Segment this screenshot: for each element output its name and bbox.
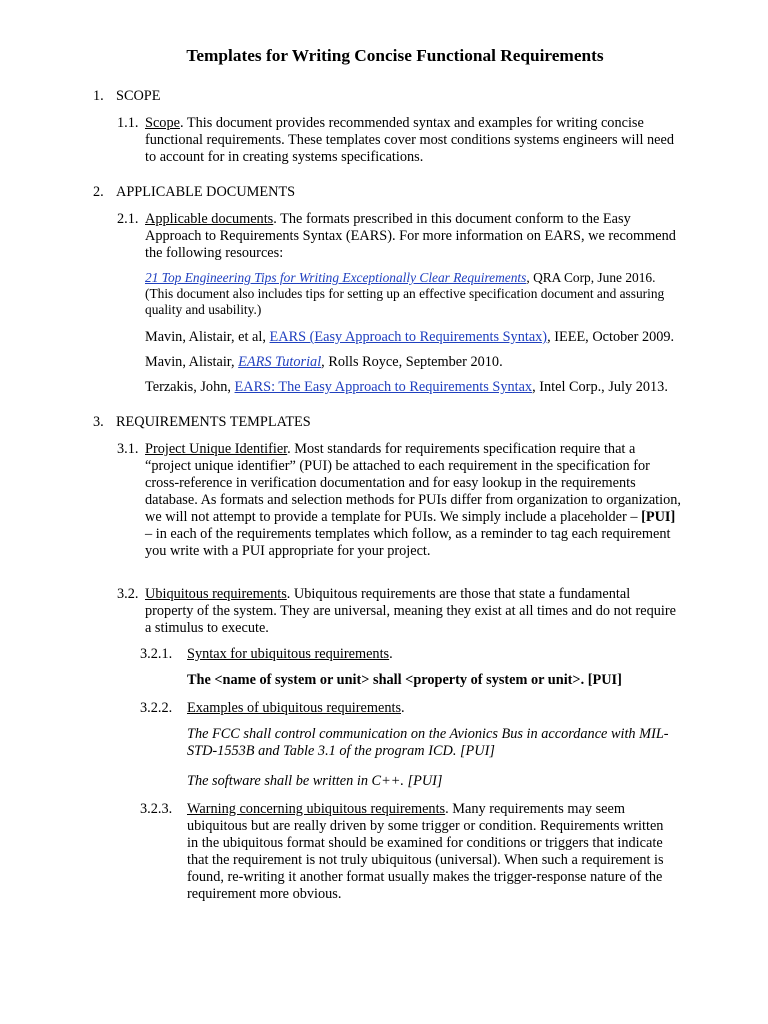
section-3-2-label: Ubiquitous requirements [145,586,287,602]
section-3-1-paragraph [145,441,682,560]
reference-2-link[interactable]: EARS (Easy Approach to Requirements Syntax) [269,329,548,345]
section-3-2-2-paragraph [187,700,685,717]
example-1: The FCC shall control communication on the Avionics Bus in accordance with MIL-STD-1553B and Table 3.1 of the program ICD. [PUI] [187,726,669,759]
section-3-2-1-label: Syntax for ubiquitous requirements [187,646,390,662]
section-2-1-number: 2.1. [117,211,139,227]
section-3-2-1-number: 3.2.1. [140,646,173,662]
section-3-2-paragraph [145,586,682,637]
reference-4-source: , Intel Corp., July 2013. [532,379,668,395]
section-1-heading: SCOPE [116,88,161,104]
section-1-1-label: Scope [145,115,180,131]
reference-4-paragraph [145,379,705,396]
example-2: The software shall be written in C++. [PUI] [187,773,443,789]
reference-3 [145,354,705,371]
section-2-1-paragraph [145,211,677,262]
section-3-1-label: Project Unique Identifier [145,441,288,457]
section-3-heading: REQUIREMENTS TEMPLATES [116,414,311,430]
reference-2 [145,329,705,346]
section-1-number: 1. [93,88,104,104]
section-2-1 [117,211,677,262]
reference-1-paragraph [145,270,665,318]
syntax-template: The <name of system or unit> shall <property of system or unit>. [PUI] [187,672,622,688]
reference-2-authors: Mavin, Alistair, et al, [145,329,270,345]
section-3-2-1 [140,646,685,663]
section-3-2-2-label: Examples of ubiquitous requirements [187,700,402,716]
section-1-1 [117,115,687,166]
section-3-2-3-paragraph [187,801,675,903]
reference-1-text: , QRA Corp, June 2016. (This document also includes tips for setting up an effective specification document and assuring quality and usability.) [145,270,665,317]
section-1-1-number: 1.1. [117,115,139,131]
section-3-1-text-a: . Most standards for requirements specification require that a “project unique identifier” (PUI) be attached to each requirement in the specification for cross-reference in verification documentation and for easy lookup in the requirements database. As formats and selection methods for PUIs differ from organization to organization, we will not attempt to provide a template for PUIs. We simply include a placeholder – [145,441,682,525]
section-1-1-paragraph [145,115,687,166]
section-3-2 [117,586,682,637]
page-title: Templates for Writing Concise Functional Requirements [186,46,604,65]
section-3-2-2-text: . [401,700,405,716]
section-2-heading: APPLICABLE DOCUMENTS [116,184,296,200]
section-2-1-label: Applicable documents [145,211,274,227]
section-1-1-text: . This document provides recommended syntax and examples for writing concise functional requirements. These templates cover most conditions systems engineers will need to account for in creating systems specifications. [145,115,674,165]
reference-2-source: , IEEE, October 2009. [547,329,675,345]
reference-2-paragraph [145,329,705,346]
reference-4-link[interactable]: EARS: The Easy Approach to Requirements Syntax [234,379,533,395]
section-3-2-1-text: . [389,646,393,662]
section-3-2-3-label: Warning concerning ubiquitous requirements [187,801,446,817]
section-3-2-2 [140,700,685,717]
section-3-2-2-number: 3.2.2. [140,700,173,716]
reference-3-link[interactable]: EARS Tutorial [238,354,322,370]
section-3-1 [117,441,682,560]
section-3-2-number: 3.2. [117,586,139,602]
pui-placeholder: [PUI] [641,509,676,525]
section-3-1-text-b: – in each of the requirements templates which follow, as a reminder to tag each requirement you write with a PUI appropriate for your project. [145,526,671,559]
reference-3-source: , Rolls Royce, September 2010. [321,354,503,370]
reference-3-authors: Mavin, Alistair, [145,354,239,370]
section-3-2-3 [140,801,675,903]
section-3-2-text: . Ubiquitous requirements are those that state a fundamental property of the system. They are universal, meaning they exist at all times and do not require a stimulus to execute. [145,586,676,636]
section-3-2-3-number: 3.2.3. [140,801,173,817]
section-3-2-3-text: . Many requirements may seem ubiquitous but are really driven by some trigger or condition. Requirements written in the ubiquitous format should be examined for conditions or triggers that indicate that the requirement is not truly ubiquitous (universal). When such a requirement is found, re-writing it another format usually makes the trigger-response nature of the requirement more obvious. [187,801,664,902]
reference-1-link[interactable]: 21 Top Engineering Tips for Writing Exceptionally Clear Requirements [145,270,527,285]
reference-4-authors: Terzakis, John, [145,379,235,395]
reference-4 [145,379,705,396]
section-2-1-text: . The formats prescribed in this document conform to the Easy Approach to Requirements Syntax (EARS). For more information on EARS, we recommend the following resources: [145,211,676,261]
reference-1 [145,270,665,318]
section-3-1-number: 3.1. [117,441,139,457]
section-3-2-1-paragraph [187,646,685,663]
reference-3-paragraph [145,354,705,371]
section-3-number: 3. [93,414,104,430]
section-2-number: 2. [93,184,104,200]
